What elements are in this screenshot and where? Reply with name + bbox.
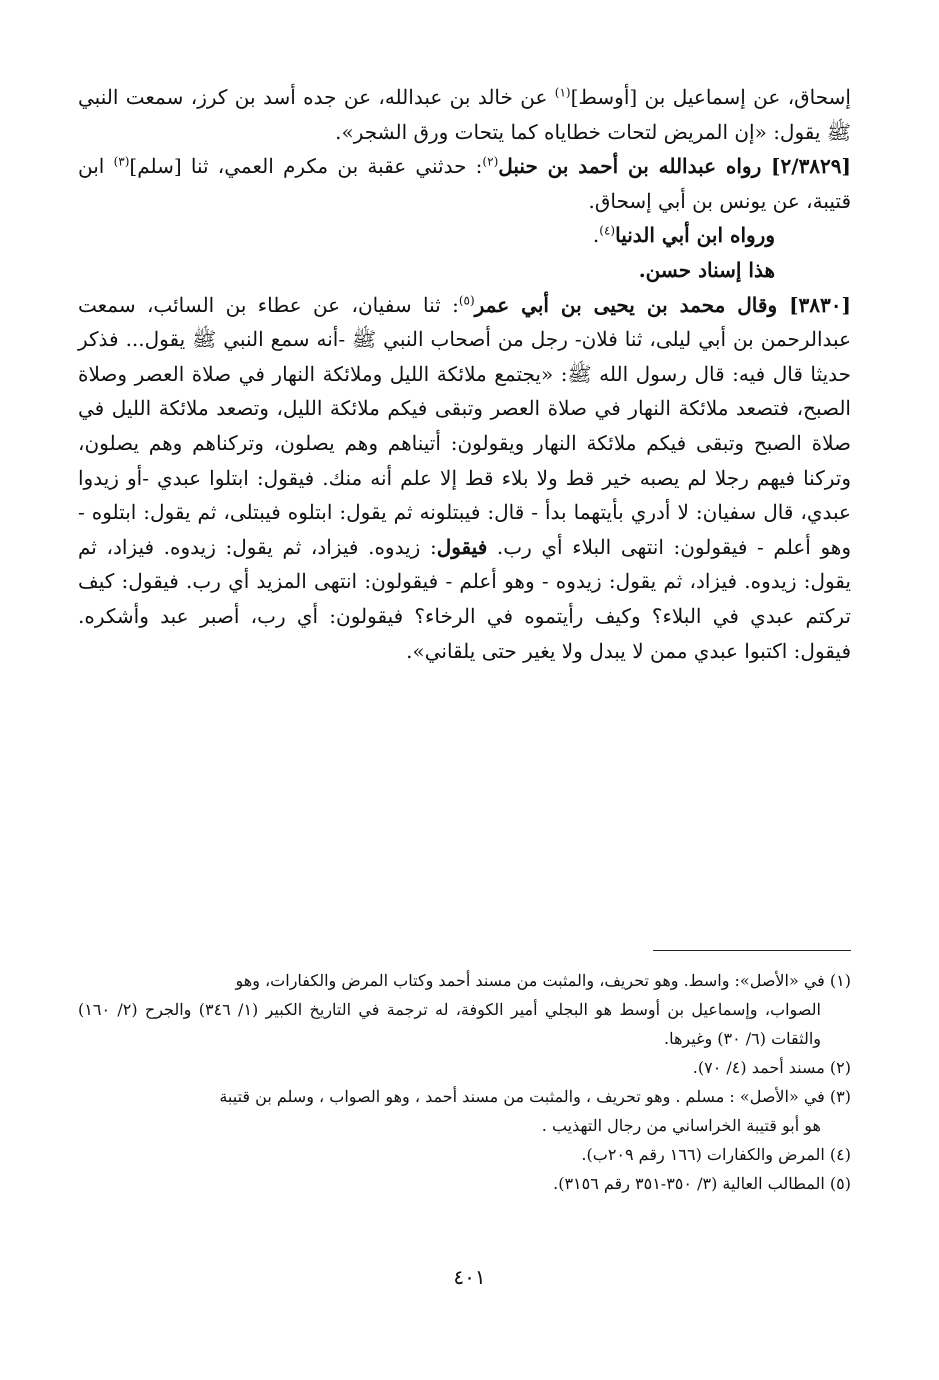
footnote-5-text: (٥) المطالب العالية (٣/ ٣٥٠-٣٥١ رقم ٣١٥٦). (553, 1174, 851, 1193)
footnote-2 (78, 1053, 851, 1082)
footnote-3-cont-text: هو أبو قتيبة الخراساني من رجال التهذيب . (541, 1116, 821, 1135)
footnote-ref-5: (٥) (458, 292, 475, 307)
footnote-3-text: (٣) في «الأصل» : مسلم . وهو تحريف ، والمثبت من مسند أحمد ، وهو الصواب ، وسلم بن قتيبة (219, 1087, 851, 1106)
footnote-1-cont-text: الصواب، وإسماعيل بن أوسط هو البجلي أمير الكوفة، له ترجمة في التاريخ الكبير (١/ ٣٤٦) والجرح (٢/ ١٦٠) والثقات (٦/ ٣٠) وغيرها. (78, 1000, 821, 1048)
footnote-1-cont (78, 995, 851, 1053)
p5-text-b: : زيدوه. فيزاد، ثم يقول: زيدوه. فيزاد، ثم يقول: زيدوه. فيزاد، ثم يقول: زيدوه - وهو أعلم - فيقولون: انتهى المزيد أي رب. فيقول: كيف تركتم عبدي في البلاء؟ وكيف رأيتموه في الرخاء؟ فيقولون: أي رب، أصبر عبد وأشكره. فيقول: اكتبوا عبدي ممن لا يبدل ولا يغير حتى يلقاني». (78, 534, 851, 663)
footnote-4 (78, 1140, 851, 1169)
footnotes (78, 966, 851, 1198)
paragraph-1 (78, 80, 851, 149)
footnote-2-text: (٢) مسند أحمد (٤/ ٧٠). (692, 1058, 851, 1077)
paragraph-4 (78, 253, 851, 288)
p1-text-b: عن خالد بن عبدالله، عن جده أسد بن كرز، سمعت النبي ﷺ يقول: «إن المريض لتحات خطاياه كما يتحات ورق الشجر». (78, 85, 851, 144)
p2-text-b: ابن قتيبة، عن يونس بن أبي إسحاق. (78, 154, 851, 213)
paragraph-2 (78, 149, 851, 218)
p1-text-a: إسحاق، عن إسماعيل بن [أوسط] (570, 85, 851, 109)
footnote-divider (653, 950, 851, 951)
page-body (78, 80, 851, 668)
footnote-4-text: (٤) المرض والكفارات (١٦٦ رقم ٢٠٩ب). (581, 1145, 851, 1164)
paragraph-3 (78, 218, 851, 253)
footnote-3-cont (78, 1111, 851, 1140)
footnote-5 (78, 1169, 851, 1198)
hadith-3830-heading: [٣٨٣٠] وقال محمد بن يحيى بن أبي عمر (474, 292, 851, 317)
page-number: ٤٠١ (453, 1265, 486, 1289)
footnote-1-text: (١) في «الأصل»: واسط. وهو تحريف، والمثبت من مسند أحمد وكتاب المرض والكفارات، وهو (235, 971, 851, 990)
footnote-ref-2: (٢) (482, 154, 499, 169)
paragraph-5 (78, 288, 851, 669)
p5-bold-word: فيقول (436, 534, 488, 559)
footnote-3 (78, 1082, 851, 1111)
p3-text: ورواه ابن أبي الدنيا (615, 223, 775, 248)
footnote-ref-4: (٤) (599, 223, 616, 238)
p5-text-a: : ثنا سفيان، عن عطاء بن السائب، سمعت عبدالرحمن بن أبي ليلى، ثنا فلان- رجل من أصحاب النبي ﷺ -أنه سمع النبي ﷺ يقول... فذكر حديثا قال فيه: قال رسول الله ﷺ: «يجتمع ملائكة الليل وملائكة النهار في صلاة العصر وصلاة الصبح، فتصعد ملائكة النهار في صلاة العصر وتبقى فيكم ملائكة الليل، وتصعد ملائكة الليل في صلاة الصبح وتبقى فيكم ملائكة النهار ويقولون: أتيناهم وهم يصلون، وتركناهم وهم يصلون، وتركنا فيهم رجلا لم يصبه خير قط ولا بلاء قط إلا علم أنه منك. فيقول: ابتلوا عبدي -أو زيدوا عبدي، قال سفيان: لا أدري بأيتهما بدأ - قال: فيبتلونه ثم يقول: ابتلوه فيبتلى، ثم يقول: ابتلوه - وهو أعلم - فيقولون: انتهى البلاء أي رب. (78, 292, 851, 559)
footnote-ref-3: (٣) (113, 154, 130, 169)
main-text (78, 80, 851, 668)
footnote-1 (78, 966, 851, 995)
footnote-ref-1: (١) (554, 85, 571, 100)
isnad-grade: هذا إسناد حسن. (638, 257, 775, 282)
hadith-3829-heading: [٢/٣٨٢٩] رواه عبدالله بن أحمد بن حنبل (498, 154, 851, 179)
p3-tail: . (592, 223, 600, 248)
p2-text-a: : حدثني عقبة بن مكرم العمي، ثنا [سلم] (129, 154, 483, 179)
